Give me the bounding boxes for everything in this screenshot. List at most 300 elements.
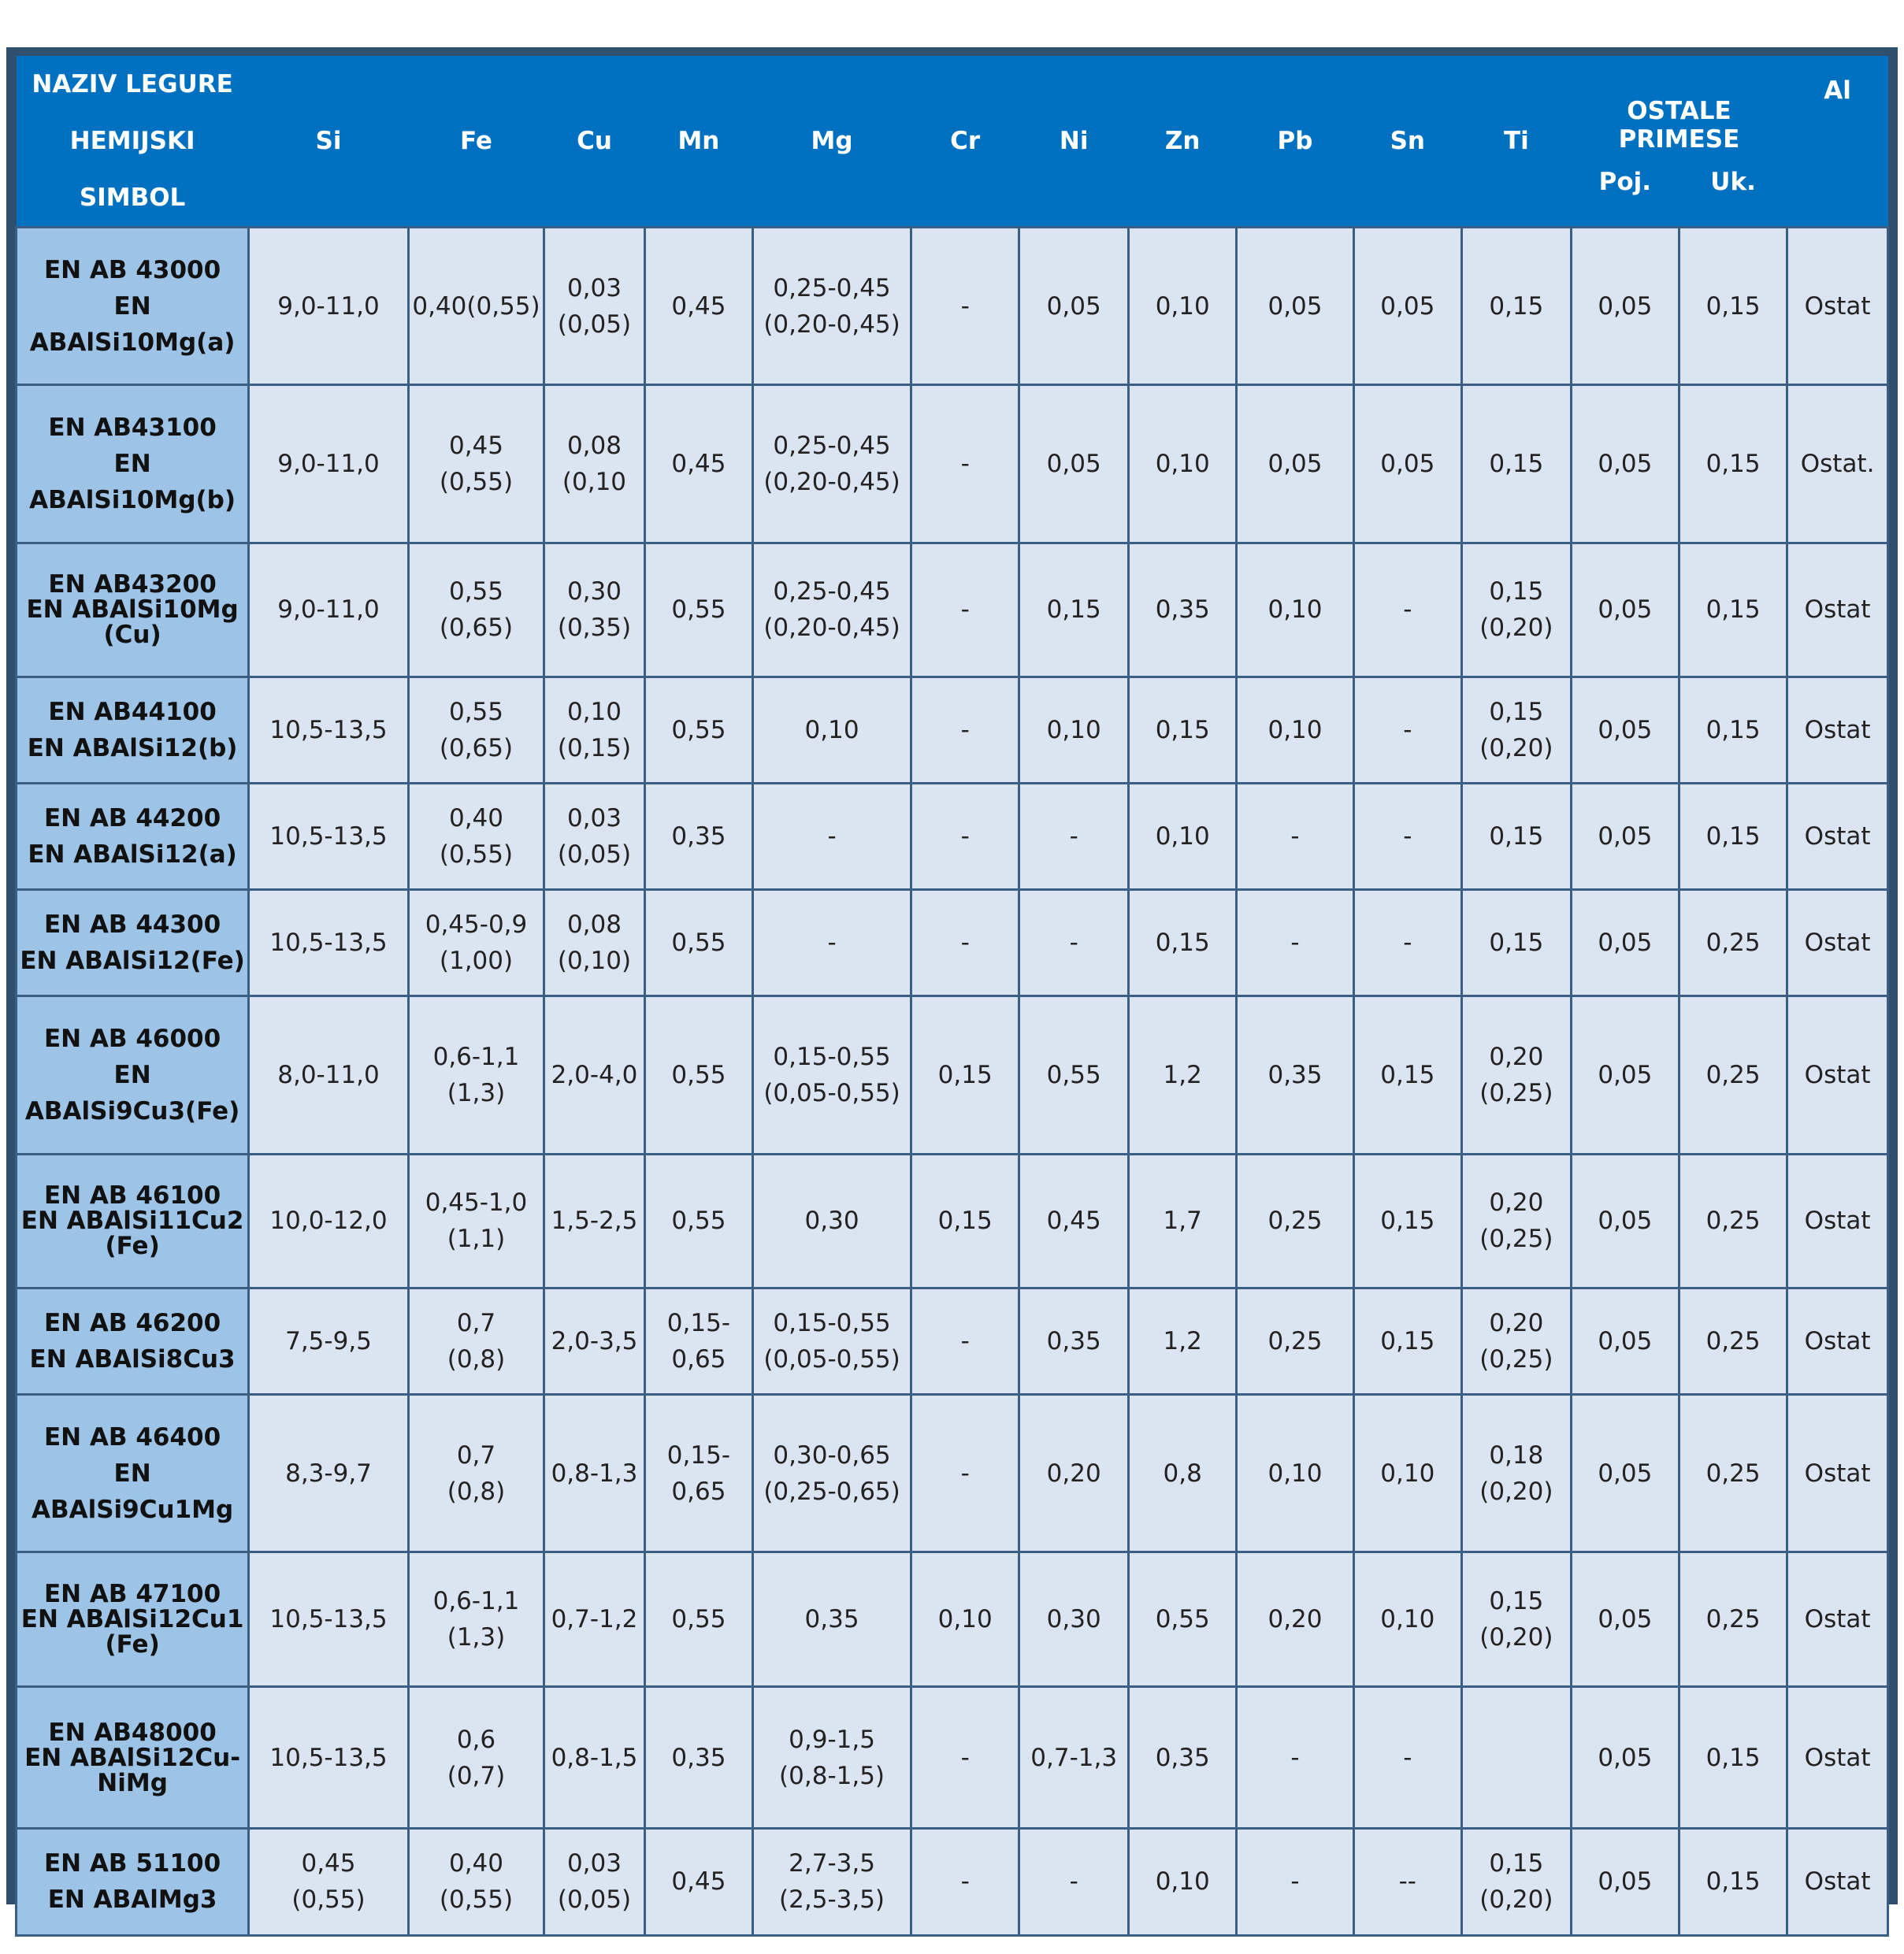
cell-line: 0,10: [1267, 716, 1323, 745]
cell-line: 0,15: [1489, 577, 1544, 606]
cell-line: EN AB48000: [48, 1718, 217, 1747]
cell-line: (0,8): [447, 1477, 506, 1506]
cell-line: EN AB 46400: [44, 1422, 221, 1452]
cell-line: -: [1290, 929, 1300, 958]
cell-line: 0,40: [448, 804, 503, 833]
cell-line: (0,10: [562, 468, 627, 497]
cell-line: (0,20-0,45): [763, 614, 900, 643]
cell-line: -: [1403, 822, 1412, 851]
cell-line: 0,15: [1380, 1327, 1435, 1356]
header-ni: Ni: [1019, 56, 1129, 228]
cell-al: [1787, 1686, 1888, 1828]
cell-pb: [1237, 996, 1353, 1154]
cell-sn: [1353, 677, 1461, 784]
cell-pb: [1237, 1154, 1353, 1288]
cell-line: 0,55: [1155, 1605, 1210, 1634]
cell-line: (0,20): [1479, 734, 1553, 763]
cell-ti: [1461, 1686, 1571, 1828]
cell-line: 8,3-9,7: [285, 1459, 372, 1488]
cell-line: 0,05: [1598, 929, 1653, 958]
cell-fe: [408, 890, 544, 996]
cell-line: (1,3): [447, 1623, 506, 1652]
cell-line: (0,55): [439, 840, 514, 869]
cell-uk: [1679, 1288, 1787, 1395]
cell-poj: [1571, 1686, 1679, 1828]
cell-line: 0,25: [1705, 1459, 1761, 1488]
cell-line: EN ABAlSi12(b): [27, 734, 238, 763]
cell-ni: [1019, 385, 1129, 543]
cell-line: 0,25: [1705, 929, 1761, 958]
cell-cu: [544, 1552, 645, 1687]
cell-sn: [1353, 1395, 1461, 1552]
cell-line: 0,15: [1705, 1743, 1761, 1772]
cell-mg: [753, 1154, 911, 1288]
cell-line: (0,65): [439, 614, 514, 643]
cell-line: -: [960, 929, 970, 958]
cell-sn: [1353, 1686, 1461, 1828]
alloy-name-cell: [17, 1829, 249, 1935]
cell-poj: [1571, 784, 1679, 890]
cell-line: 0,15: [1489, 822, 1544, 851]
cell-si: [249, 1829, 409, 1935]
cell-line: EN ABAlSi8Cu3: [29, 1345, 236, 1374]
alloy-name-cell: [17, 1288, 249, 1395]
table-row: [17, 996, 1888, 1154]
alloy-name-cell: [17, 543, 249, 677]
cell-line: EN AB 44300: [44, 910, 221, 940]
cell-ti: [1461, 385, 1571, 543]
cell-line: -: [1403, 929, 1412, 958]
cell-uk: [1679, 784, 1787, 890]
cell-line: 0,25-0,45: [773, 273, 891, 302]
cell-line: 0,15-0,55: [773, 1042, 891, 1071]
cell-line: (0,20-0,45): [763, 310, 900, 339]
cell-ni: [1019, 1395, 1129, 1552]
cell-line: 0,55: [671, 1605, 726, 1634]
cell-line: 0,05: [1598, 1867, 1653, 1897]
cell-line: (0,55): [291, 1885, 366, 1915]
cell-uk: [1679, 890, 1787, 996]
cell-line: -: [1069, 1867, 1078, 1897]
cell-mn: [644, 543, 752, 677]
cell-line: 0,18: [1489, 1440, 1544, 1470]
cell-line: 0,03: [566, 273, 622, 302]
cell-line: 0,05: [1380, 450, 1435, 479]
cell-zn: [1129, 890, 1237, 996]
cell-al: [1787, 1552, 1888, 1687]
cell-mn: [644, 996, 752, 1154]
cell-line: 0,30: [1046, 1605, 1101, 1634]
cell-line: Ostat: [1804, 1327, 1871, 1356]
alloy-name-cell: [17, 677, 249, 784]
cell-line: NiMg: [97, 1768, 168, 1797]
cell-line: EN AB 51100: [44, 1849, 221, 1878]
cell-line: 0,55: [448, 577, 503, 606]
cell-line: 0,55: [671, 1207, 726, 1236]
cell-line: 10,5-13,5: [269, 1743, 388, 1772]
cell-ti: [1461, 1395, 1571, 1552]
cell-mn: [644, 1686, 752, 1828]
cell-ti: [1461, 1288, 1571, 1395]
cell-al: [1787, 1288, 1888, 1395]
cell-line: (0,05-0,55): [763, 1078, 900, 1107]
cell-poj: [1571, 677, 1679, 784]
cell-line: 0,05: [1267, 291, 1323, 321]
cell-line: (1,1): [447, 1225, 506, 1254]
cell-line: 0,15-: [666, 1309, 731, 1338]
cell-ti: [1461, 784, 1571, 890]
cell-poj: [1571, 1395, 1679, 1552]
header-al: Al: [1787, 56, 1888, 228]
cell-mg: [753, 1552, 911, 1687]
table-row: [17, 1154, 1888, 1288]
cell-si: [249, 385, 409, 543]
cell-line: 0,40: [448, 1849, 503, 1878]
header-zn: Zn: [1129, 56, 1237, 228]
cell-line: 0,20: [1489, 1188, 1544, 1218]
cell-line: 0,05: [1598, 1605, 1653, 1634]
cell-ni: [1019, 1154, 1129, 1288]
cell-line: 0,55: [671, 929, 726, 958]
cell-ni: [1019, 1288, 1129, 1395]
cell-line: -: [1403, 1743, 1412, 1772]
cell-cr: [911, 543, 1019, 677]
cell-line: (0,05): [557, 1885, 632, 1915]
cell-line: -: [1403, 716, 1412, 745]
cell-line: 0,15: [1489, 698, 1544, 727]
cell-line: (0,25): [1479, 1225, 1553, 1254]
cell-line: 2,0-4,0: [551, 1060, 638, 1089]
cell-mn: [644, 1288, 752, 1395]
cell-line: (0,15): [557, 734, 632, 763]
cell-uk: [1679, 1154, 1787, 1288]
cell-si: [249, 228, 409, 385]
cell-ti: [1461, 1154, 1571, 1288]
cell-line: 0,05: [1598, 1743, 1653, 1772]
cell-line: -: [960, 1327, 970, 1356]
cell-line: 0,20: [1267, 1605, 1323, 1634]
cell-cu: [544, 677, 645, 784]
cell-line: 7,5-9,5: [285, 1327, 372, 1356]
cell-line: (0,65): [439, 734, 514, 763]
cell-line: 0,15: [1489, 1849, 1544, 1878]
alloy-composition-table-frame: [6, 47, 1898, 1915]
cell-line: 0,6-1,1: [432, 1587, 520, 1616]
cell-zn: [1129, 784, 1237, 890]
cell-mg: [753, 677, 911, 784]
cell-al: [1787, 1829, 1888, 1935]
cell-al: [1787, 1395, 1888, 1552]
cell-fe: [408, 385, 544, 543]
cell-pb: [1237, 385, 1353, 543]
header-sn: Sn: [1353, 56, 1461, 228]
cell-line: EN AB 47100: [44, 1580, 221, 1609]
cell-si: [249, 1395, 409, 1552]
cell-cr: [911, 385, 1019, 543]
cell-line: 0,10: [1380, 1459, 1435, 1488]
cell-cr: [911, 1829, 1019, 1935]
cell-line: -: [1069, 822, 1078, 851]
cell-al: [1787, 890, 1888, 996]
header-alloy-name: [17, 56, 249, 228]
cell-line: -: [1290, 1743, 1300, 1772]
cell-ni: [1019, 890, 1129, 996]
cell-fe: [408, 1686, 544, 1828]
cell-line: EN AB 46200: [44, 1309, 221, 1338]
cell-line: 8,0-11,0: [277, 1060, 380, 1089]
cell-al: [1787, 996, 1888, 1154]
cell-line: (Fe): [105, 1232, 160, 1261]
cell-line: (0,7): [447, 1761, 506, 1790]
cell-cr: [911, 1686, 1019, 1828]
cell-line: EN ABAlSi9Cu1Mg: [31, 1459, 234, 1524]
cell-line: 0,03: [566, 1849, 622, 1878]
cell-line: (0,25-0,65): [763, 1477, 900, 1506]
cell-mn: [644, 1154, 752, 1288]
cell-line: 0,15: [1705, 291, 1761, 321]
cell-line: -: [960, 1743, 970, 1772]
cell-fe: [408, 677, 544, 784]
cell-fe: [408, 228, 544, 385]
cell-line: 0,05: [1598, 450, 1653, 479]
cell-line: (2,5-3,5): [779, 1885, 885, 1915]
cell-line: 0,65: [671, 1477, 726, 1506]
cell-mn: [644, 677, 752, 784]
cell-line: 10,5-13,5: [269, 716, 388, 745]
cell-line: 0,15: [1380, 1060, 1435, 1089]
cell-pb: [1237, 784, 1353, 890]
cell-line: 0,15: [1155, 929, 1210, 958]
cell-fe: [408, 1395, 544, 1552]
cell-line: 0,25-0,45: [773, 432, 891, 461]
header-pb: Pb: [1237, 56, 1353, 228]
cell-ni: [1019, 1686, 1129, 1828]
cell-line: (0,05): [557, 840, 632, 869]
cell-cr: [911, 784, 1019, 890]
cell-line: (0,10): [557, 947, 632, 976]
alloy-name-cell: [17, 890, 249, 996]
table-row: [17, 1686, 1888, 1828]
cell-line: (Cu): [103, 621, 161, 650]
cell-line: 0,10: [1267, 595, 1323, 625]
cell-line: 0,10: [1155, 450, 1210, 479]
cell-line: 0,7: [456, 1309, 496, 1338]
cell-line: 1,5-2,5: [551, 1207, 638, 1236]
cell-sn: [1353, 385, 1461, 543]
cell-line: -: [960, 1459, 970, 1488]
cell-zn: [1129, 1154, 1237, 1288]
cell-ti: [1461, 1552, 1571, 1687]
cell-uk: [1679, 996, 1787, 1154]
cell-line: Ostat: [1804, 1459, 1871, 1488]
cell-line: Ostat: [1804, 1867, 1871, 1897]
cell-si: [249, 784, 409, 890]
cell-poj: [1571, 228, 1679, 385]
alloy-name-cell: [17, 784, 249, 890]
cell-line: 0,15: [1380, 1207, 1435, 1236]
cell-line: 0,15: [1705, 595, 1761, 625]
header-other-total: Uk.: [1679, 168, 1787, 228]
header-other-impurities: OSTALE PRIMESE: [1571, 56, 1787, 168]
cell-al: [1787, 543, 1888, 677]
cell-uk: [1679, 228, 1787, 385]
cell-line: Ostat: [1804, 929, 1871, 958]
cell-line: (0,20): [1479, 1885, 1553, 1915]
cell-al: [1787, 677, 1888, 784]
table-body: [17, 228, 1888, 1936]
cell-cu: [544, 890, 645, 996]
cell-line: 0,35: [671, 822, 726, 851]
cell-line: 0,15: [1705, 1867, 1761, 1897]
cell-uk: [1679, 677, 1787, 784]
cell-line: 0,03: [566, 804, 622, 833]
cell-poj: [1571, 1288, 1679, 1395]
cell-line: 0,25: [1267, 1207, 1323, 1236]
cell-pb: [1237, 890, 1353, 996]
cell-line: 0,55: [671, 716, 726, 745]
header-mg: Mg: [753, 56, 911, 228]
cell-mg: [753, 543, 911, 677]
cell-line: 0,35: [1267, 1060, 1323, 1089]
cell-mg: [753, 1288, 911, 1395]
cell-line: 0,45-1,0: [425, 1188, 528, 1218]
cell-si: [249, 1686, 409, 1828]
cell-cr: [911, 1288, 1019, 1395]
cell-line: 0,25: [1705, 1207, 1761, 1236]
cell-zn: [1129, 996, 1237, 1154]
cell-mn: [644, 228, 752, 385]
cell-line: Ostat: [1804, 1060, 1871, 1089]
cell-line: 0,45-0,9: [425, 910, 528, 940]
cell-cu: [544, 1154, 645, 1288]
cell-line: (1,3): [447, 1078, 506, 1107]
cell-mn: [644, 890, 752, 996]
cell-cu: [544, 784, 645, 890]
cell-cu: [544, 1686, 645, 1828]
cell-si: [249, 996, 409, 1154]
cell-mn: [644, 1552, 752, 1687]
cell-pb: [1237, 543, 1353, 677]
cell-mn: [644, 1395, 752, 1552]
cell-sn: [1353, 1154, 1461, 1288]
cell-line: 0,15: [1705, 822, 1761, 851]
cell-zn: [1129, 677, 1237, 784]
cell-line: 0,10: [566, 698, 622, 727]
cell-cr: [911, 677, 1019, 784]
alloy-name-cell: [17, 228, 249, 385]
cell-line: 0,65: [671, 1345, 726, 1374]
cell-ti: [1461, 677, 1571, 784]
cell-line: 0,7-1,2: [551, 1605, 638, 1634]
cell-ni: [1019, 543, 1129, 677]
cell-line: -: [960, 595, 970, 625]
cell-line: -: [960, 291, 970, 321]
cell-line: (0,8-1,5): [779, 1761, 885, 1790]
cell-line: 0,08: [566, 910, 622, 940]
cell-line: 0,10: [804, 716, 859, 745]
cell-line: 0,05: [1267, 450, 1323, 479]
cell-si: [249, 890, 409, 996]
alloy-name-cell: [17, 1686, 249, 1828]
cell-sn: [1353, 890, 1461, 996]
cell-poj: [1571, 1829, 1679, 1935]
table-row: [17, 1395, 1888, 1552]
cell-line: 0,55: [1046, 1060, 1101, 1089]
cell-line: 0,15: [1489, 1587, 1544, 1616]
cell-line: 0,05: [1598, 1207, 1653, 1236]
cell-mn: [644, 1829, 752, 1935]
cell-line: -: [1403, 595, 1412, 625]
cell-line: (0,20): [1479, 614, 1553, 643]
cell-line: Ostat.: [1800, 450, 1875, 479]
header-mn: Mn: [644, 56, 752, 228]
cell-line: Ostat: [1804, 1207, 1871, 1236]
cell-zn: [1129, 1552, 1237, 1687]
cell-mn: [644, 784, 752, 890]
cell-zn: [1129, 1829, 1237, 1935]
cell-line: 0,20: [1489, 1042, 1544, 1071]
cell-fe: [408, 784, 544, 890]
cell-line: 0,30-0,65: [773, 1440, 891, 1470]
header-cr: Cr: [911, 56, 1019, 228]
cell-mg: [753, 996, 911, 1154]
cell-ni: [1019, 784, 1129, 890]
cell-line: EN ABAlSi12Cu-: [24, 1743, 241, 1772]
cell-si: [249, 1552, 409, 1687]
cell-line: 0,45: [301, 1849, 356, 1878]
cell-poj: [1571, 890, 1679, 996]
cell-poj: [1571, 385, 1679, 543]
cell-fe: [408, 1552, 544, 1687]
header-other-single: Poj.: [1571, 168, 1679, 228]
cell-uk: [1679, 543, 1787, 677]
cell-line: 10,5-13,5: [269, 929, 388, 958]
cell-pb: [1237, 1829, 1353, 1935]
cell-line: 0,45: [448, 432, 503, 461]
cell-line: 0,15: [937, 1060, 993, 1089]
cell-fe: [408, 543, 544, 677]
cell-cr: [911, 1395, 1019, 1552]
cell-line: EN AB 46100: [44, 1181, 221, 1211]
cell-cr: [911, 996, 1019, 1154]
cell-line: 0,05: [1046, 450, 1101, 479]
cell-line: EN ABAlSi12(a): [28, 840, 237, 869]
cell-line: 0,10: [937, 1605, 993, 1634]
cell-uk: [1679, 1552, 1787, 1687]
cell-line: 0,55: [448, 698, 503, 727]
cell-sn: [1353, 784, 1461, 890]
cell-line: -: [1290, 1867, 1300, 1897]
cell-line: --: [1398, 1867, 1416, 1897]
table-row: [17, 784, 1888, 890]
header-si: Si: [249, 56, 409, 228]
cell-mg: [753, 890, 911, 996]
cell-line: 0,9-1,5: [789, 1725, 875, 1754]
cell-si: [249, 677, 409, 784]
cell-line: 0,8: [1163, 1459, 1202, 1488]
cell-line: EN AB 44200: [44, 804, 221, 833]
cell-cu: [544, 1288, 645, 1395]
alloy-composition-table: [15, 56, 1889, 1937]
cell-mg: [753, 228, 911, 385]
cell-line: 0,30: [804, 1207, 859, 1236]
cell-line: 9,0-11,0: [277, 450, 380, 479]
cell-mg: [753, 1829, 911, 1935]
alloy-name-cell: [17, 996, 249, 1154]
cell-line: Ostat: [1804, 595, 1871, 625]
cell-line: EN ABAlSi12Cu1: [20, 1605, 244, 1634]
cell-cu: [544, 1829, 645, 1935]
